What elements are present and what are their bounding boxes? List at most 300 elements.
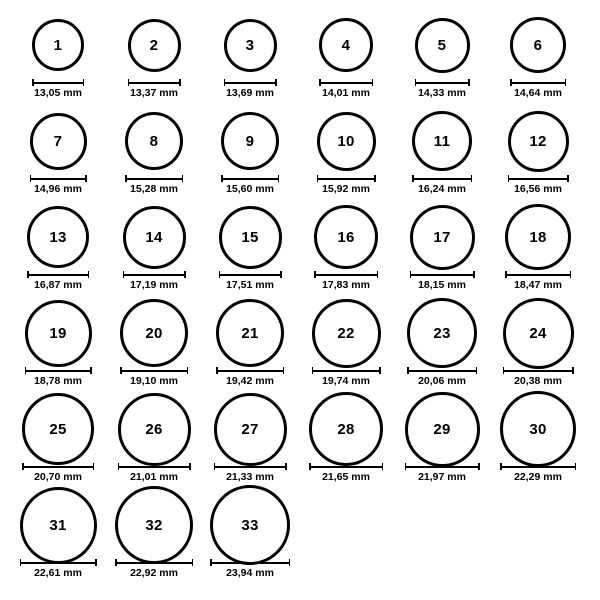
ring-circle-wrap <box>20 494 97 556</box>
ring-size-number: 33 <box>241 516 259 534</box>
measure-wrap <box>120 367 188 388</box>
ring-size-number: 18 <box>529 228 547 246</box>
measure-bar-line <box>505 274 571 276</box>
ring-size-number: 24 <box>529 324 547 342</box>
measure-tick-right <box>280 271 282 278</box>
measure-tick-left <box>128 79 130 86</box>
measure-tick-right <box>83 79 85 86</box>
ring-circle-wrap <box>500 398 576 460</box>
measure-wrap <box>27 271 89 292</box>
ring-circle-icon <box>508 111 569 172</box>
measure-tick-right <box>476 367 478 374</box>
diameter-measure-bar-icon <box>407 367 477 374</box>
measure-wrap <box>317 175 376 196</box>
measure-wrap <box>22 463 94 484</box>
diameter-measure-bar-icon <box>22 463 94 470</box>
measure-tick-right <box>184 271 186 278</box>
measure-tick-right <box>478 463 480 470</box>
ring-circle-wrap <box>210 494 290 556</box>
measure-wrap <box>25 367 92 388</box>
diameter-measure-bar-icon <box>500 463 576 470</box>
measure-bar-line <box>30 178 87 180</box>
measure-tick-right <box>468 79 470 86</box>
measure-tick-left <box>319 79 321 86</box>
ring-circle-icon <box>415 18 470 73</box>
ring-circle-wrap <box>221 110 279 172</box>
ring-size-cell[interactable] <box>490 398 586 494</box>
ring-diameter-label: 17,19 mm <box>130 279 178 291</box>
ring-diameter-label: 16,24 mm <box>418 183 466 195</box>
ring-circle-wrap <box>219 206 282 268</box>
ring-circle-icon <box>30 113 87 170</box>
ring-circle-icon <box>505 204 571 270</box>
measure-bar-line <box>210 562 290 564</box>
ring-diameter-label: 20,70 mm <box>34 471 82 483</box>
diameter-measure-bar-icon <box>412 175 472 182</box>
measure-bar-line <box>317 178 376 180</box>
ring-circle-icon <box>22 393 94 465</box>
ring-size-number: 4 <box>341 36 351 54</box>
measure-bar-line <box>219 274 282 276</box>
measure-tick-left <box>219 271 221 278</box>
ring-diameter-label: 17,51 mm <box>226 279 274 291</box>
diameter-measure-bar-icon <box>32 79 84 86</box>
ring-size-number: 32 <box>145 516 163 534</box>
measure-bar-line <box>405 466 480 468</box>
measure-bar-line <box>510 82 566 84</box>
diameter-measure-bar-icon <box>405 463 480 470</box>
ring-circle-icon <box>210 485 290 565</box>
ring-circle-icon <box>219 206 282 269</box>
measure-tick-right <box>289 559 291 566</box>
ring-circle-wrap <box>27 206 89 268</box>
measure-tick-right <box>374 175 376 182</box>
measure-tick-right <box>95 559 97 566</box>
ring-circle-wrap <box>312 302 381 364</box>
ring-diameter-label: 19,42 mm <box>226 375 274 387</box>
measure-tick-left <box>510 79 512 86</box>
ring-size-cell[interactable] <box>10 398 106 494</box>
measure-tick-left <box>309 463 311 470</box>
measure-tick-left <box>27 271 29 278</box>
measure-tick-right <box>283 367 285 374</box>
measure-tick-left <box>508 175 510 182</box>
ring-circle-wrap <box>224 14 277 76</box>
ring-circle-wrap <box>32 14 84 76</box>
measure-tick-left <box>115 559 117 566</box>
measure-wrap <box>216 367 284 388</box>
ring-size-number: 15 <box>241 228 259 246</box>
measure-tick-left <box>505 271 507 278</box>
measure-tick-left <box>214 463 216 470</box>
ring-size-number: 20 <box>145 324 163 342</box>
ring-size-number: 30 <box>529 420 547 438</box>
ring-diameter-label: 21,01 mm <box>130 471 178 483</box>
ring-size-cell[interactable] <box>202 494 298 590</box>
measure-tick-left <box>412 175 414 182</box>
ring-diameter-label: 18,47 mm <box>514 279 562 291</box>
ring-circle-icon <box>407 298 477 368</box>
measure-tick-right <box>377 271 379 278</box>
ring-size-cell[interactable] <box>394 110 490 206</box>
diameter-measure-bar-icon <box>224 79 277 86</box>
measure-tick-left <box>503 367 505 374</box>
ring-size-cell[interactable] <box>490 302 586 398</box>
ring-circle-wrap <box>22 398 94 460</box>
measure-wrap <box>309 463 383 484</box>
ring-circle-wrap <box>120 302 188 364</box>
ring-size-number: 22 <box>337 324 355 342</box>
diameter-measure-bar-icon <box>312 367 381 374</box>
ring-diameter-label: 22,92 mm <box>130 567 178 579</box>
measure-tick-left <box>22 463 24 470</box>
diameter-measure-bar-icon <box>25 367 92 374</box>
measure-tick-right <box>179 79 181 86</box>
ring-diameter-label: 23,94 mm <box>226 567 274 579</box>
measure-tick-left <box>20 559 22 566</box>
ring-size-cell[interactable] <box>394 398 490 494</box>
measure-tick-left <box>312 367 314 374</box>
ring-circle-icon <box>319 18 373 72</box>
ring-size-cell[interactable] <box>106 206 202 302</box>
ring-size-cell[interactable] <box>298 302 394 398</box>
ring-circle-wrap <box>128 14 181 76</box>
measure-tick-left <box>314 271 316 278</box>
measure-bar-line <box>214 466 287 468</box>
ring-size-cell[interactable] <box>106 14 202 110</box>
ring-size-cell[interactable] <box>106 494 202 590</box>
diameter-measure-bar-icon <box>219 271 282 278</box>
measure-bar-line <box>314 274 378 276</box>
ring-size-cell[interactable] <box>106 302 202 398</box>
ring-size-number: 29 <box>433 420 451 438</box>
measure-tick-left <box>224 79 226 86</box>
ring-size-cell[interactable] <box>490 110 586 206</box>
ring-circle-icon <box>32 19 84 71</box>
ring-diameter-label: 15,92 mm <box>322 183 370 195</box>
measure-tick-left <box>415 79 417 86</box>
ring-size-cell[interactable] <box>202 302 298 398</box>
ring-size-cell[interactable] <box>298 398 394 494</box>
measure-bar-line <box>319 82 373 84</box>
diameter-measure-bar-icon <box>214 463 287 470</box>
ring-circle-wrap <box>503 302 574 364</box>
ring-circle-wrap <box>508 110 569 172</box>
diameter-measure-bar-icon <box>216 367 284 374</box>
measure-wrap <box>510 79 566 100</box>
measure-tick-right <box>187 367 189 374</box>
diameter-measure-bar-icon <box>319 79 373 86</box>
ring-size-cell[interactable] <box>298 206 394 302</box>
ring-diameter-label: 13,05 mm <box>34 87 82 99</box>
measure-tick-right <box>471 175 473 182</box>
measure-bar-line <box>20 562 97 564</box>
measure-tick-right <box>90 367 92 374</box>
measure-wrap <box>415 79 470 100</box>
diameter-measure-bar-icon <box>505 271 571 278</box>
diameter-measure-bar-icon <box>508 175 569 182</box>
ring-circle-wrap <box>319 14 373 76</box>
ring-size-cell[interactable] <box>106 110 202 206</box>
ring-circle-wrap <box>314 206 378 268</box>
measure-tick-right <box>575 463 577 470</box>
ring-size-cell[interactable] <box>10 206 106 302</box>
measure-tick-left <box>221 175 223 182</box>
ring-size-cell[interactable] <box>10 302 106 398</box>
measure-tick-left <box>32 79 34 86</box>
ring-circle-wrap <box>412 110 472 172</box>
measure-tick-left <box>317 175 319 182</box>
ring-diameter-label: 17,83 mm <box>322 279 370 291</box>
diameter-measure-bar-icon <box>510 79 566 86</box>
ring-diameter-label: 20,06 mm <box>418 375 466 387</box>
ring-size-number: 10 <box>337 132 355 150</box>
measure-bar-line <box>118 466 191 468</box>
ring-size-number: 27 <box>241 420 259 438</box>
ring-diameter-label: 19,74 mm <box>322 375 370 387</box>
measure-wrap <box>314 271 378 292</box>
ring-size-cell[interactable] <box>10 494 106 590</box>
ring-size-number: 12 <box>529 132 547 150</box>
measure-bar-line <box>415 82 470 84</box>
measure-tick-right <box>278 175 280 182</box>
measure-wrap <box>210 559 290 580</box>
measure-wrap <box>20 559 97 580</box>
measure-tick-right <box>473 271 475 278</box>
diameter-measure-bar-icon <box>20 559 97 566</box>
ring-diameter-label: 18,15 mm <box>418 279 466 291</box>
ring-circle-wrap <box>415 14 470 76</box>
ring-circle-icon <box>214 393 287 466</box>
ring-size-cell[interactable] <box>490 206 586 302</box>
ring-circle-icon <box>20 487 97 564</box>
ring-circle-wrap <box>125 110 183 172</box>
ring-circle-icon <box>410 205 475 270</box>
measure-tick-right <box>88 271 90 278</box>
measure-tick-right <box>382 463 384 470</box>
measure-wrap <box>224 79 277 100</box>
ring-diameter-label: 15,60 mm <box>226 183 274 195</box>
measure-wrap <box>118 463 191 484</box>
measure-tick-left <box>118 463 120 470</box>
ring-diameter-label: 14,64 mm <box>514 87 562 99</box>
measure-bar-line <box>503 370 574 372</box>
diameter-measure-bar-icon <box>30 175 87 182</box>
ring-circle-wrap <box>309 398 383 460</box>
ring-size-number: 16 <box>337 228 355 246</box>
measure-tick-left <box>210 559 212 566</box>
ring-diameter-label: 15,28 mm <box>130 183 178 195</box>
ring-size-cell[interactable] <box>298 14 394 110</box>
ring-circle-wrap <box>407 302 477 364</box>
ring-circle-wrap <box>25 302 92 364</box>
diameter-measure-bar-icon <box>221 175 279 182</box>
measure-wrap <box>312 367 381 388</box>
ring-circle-wrap <box>30 110 87 172</box>
ring-circle-icon <box>500 391 576 467</box>
measure-tick-left <box>25 367 27 374</box>
ring-diameter-label: 20,38 mm <box>514 375 562 387</box>
chart-row <box>10 398 590 494</box>
measure-wrap <box>30 175 87 196</box>
measure-tick-left <box>120 367 122 374</box>
diameter-measure-bar-icon <box>503 367 574 374</box>
ring-size-cell[interactable] <box>298 110 394 206</box>
measure-wrap <box>407 367 477 388</box>
ring-diameter-label: 21,33 mm <box>226 471 274 483</box>
measure-bar-line <box>224 82 277 84</box>
ring-size-cell[interactable] <box>202 206 298 302</box>
measure-wrap <box>214 463 287 484</box>
chart-row <box>10 14 590 110</box>
diameter-measure-bar-icon <box>415 79 470 86</box>
ring-size-number: 25 <box>49 420 67 438</box>
diameter-measure-bar-icon <box>410 271 475 278</box>
ring-diameter-label: 19,10 mm <box>130 375 178 387</box>
ring-size-cell[interactable] <box>202 398 298 494</box>
ring-size-number: 23 <box>433 324 451 342</box>
ring-circle-icon <box>125 112 183 170</box>
ring-diameter-label: 16,87 mm <box>34 279 82 291</box>
measure-bar-line <box>115 562 193 564</box>
diameter-measure-bar-icon <box>120 367 188 374</box>
measure-tick-left <box>407 367 409 374</box>
measure-tick-left <box>405 463 407 470</box>
ring-size-number: 2 <box>149 36 159 54</box>
ring-size-number: 11 <box>433 132 451 150</box>
ring-circle-wrap <box>123 206 186 268</box>
measure-wrap <box>115 559 193 580</box>
measure-wrap <box>405 463 480 484</box>
measure-wrap <box>503 367 574 388</box>
ring-circle-icon <box>503 298 574 369</box>
measure-wrap <box>32 79 84 100</box>
ring-circle-icon <box>314 205 378 269</box>
ring-diameter-label: 21,97 mm <box>418 471 466 483</box>
measure-bar-line <box>508 178 569 180</box>
ring-diameter-label: 14,33 mm <box>418 87 466 99</box>
measure-wrap <box>508 175 569 196</box>
ring-size-cell[interactable] <box>10 14 106 110</box>
ring-circle-wrap <box>115 494 193 556</box>
measure-bar-line <box>25 370 92 372</box>
ring-size-cell[interactable] <box>202 14 298 110</box>
ring-size-number: 9 <box>245 132 255 150</box>
ring-size-number: 28 <box>337 420 355 438</box>
measure-tick-left <box>500 463 502 470</box>
measure-bar-line <box>221 178 279 180</box>
ring-diameter-label: 22,29 mm <box>514 471 562 483</box>
ring-size-cell[interactable] <box>394 14 490 110</box>
ring-size-number: 14 <box>145 228 163 246</box>
ring-size-number: 7 <box>53 132 63 150</box>
measure-wrap <box>412 175 472 196</box>
measure-bar-line <box>410 274 475 276</box>
ring-circle-wrap <box>216 302 284 364</box>
measure-tick-right <box>192 559 194 566</box>
measure-tick-right <box>182 175 184 182</box>
measure-bar-line <box>22 466 94 468</box>
ring-circle-wrap <box>317 110 376 172</box>
ring-circle-icon <box>115 486 193 564</box>
measure-tick-left <box>410 271 412 278</box>
ring-size-number: 8 <box>149 132 159 150</box>
ring-circle-icon <box>309 392 383 466</box>
ring-size-cell[interactable] <box>202 110 298 206</box>
ring-circle-icon <box>221 112 279 170</box>
measure-tick-right <box>372 79 374 86</box>
ring-circle-wrap <box>505 206 571 268</box>
measure-wrap <box>123 271 186 292</box>
chart-row <box>10 302 590 398</box>
ring-circle-icon <box>510 17 566 73</box>
ring-size-cell[interactable] <box>394 302 490 398</box>
ring-size-cell[interactable] <box>10 110 106 206</box>
ring-size-number: 21 <box>241 324 259 342</box>
ring-circle-icon <box>312 299 381 368</box>
ring-diameter-label: 21,65 mm <box>322 471 370 483</box>
ring-diameter-label: 18,78 mm <box>34 375 82 387</box>
ring-size-cell[interactable] <box>106 398 202 494</box>
measure-bar-line <box>120 370 188 372</box>
ring-size-cell[interactable] <box>490 14 586 110</box>
ring-circle-icon <box>118 393 191 466</box>
measure-tick-right <box>189 463 191 470</box>
diameter-measure-bar-icon <box>123 271 186 278</box>
measure-bar-line <box>125 178 183 180</box>
ring-circle-icon <box>216 299 284 367</box>
measure-tick-right <box>85 175 87 182</box>
measure-bar-line <box>27 274 89 276</box>
diameter-measure-bar-icon <box>128 79 181 86</box>
ring-size-number: 13 <box>49 228 67 246</box>
diameter-measure-bar-icon <box>115 559 193 566</box>
diameter-measure-bar-icon <box>314 271 378 278</box>
ring-size-number: 19 <box>49 324 67 342</box>
ring-diameter-label: 13,37 mm <box>130 87 178 99</box>
diameter-measure-bar-icon <box>210 559 290 566</box>
measure-tick-right <box>379 367 381 374</box>
measure-wrap <box>221 175 279 196</box>
measure-bar-line <box>312 370 381 372</box>
ring-circle-wrap <box>510 14 566 76</box>
measure-tick-right <box>285 463 287 470</box>
ring-size-number: 1 <box>53 36 63 54</box>
measure-tick-right <box>565 79 567 86</box>
measure-tick-right <box>275 79 277 86</box>
diameter-measure-bar-icon <box>27 271 89 278</box>
ring-circle-icon <box>317 112 376 171</box>
measure-wrap <box>128 79 181 100</box>
measure-wrap <box>125 175 183 196</box>
measure-tick-right <box>567 175 569 182</box>
diameter-measure-bar-icon <box>309 463 383 470</box>
ring-circle-icon <box>120 299 188 367</box>
measure-wrap <box>505 271 571 292</box>
measure-bar-line <box>32 82 84 84</box>
ring-size-cell[interactable] <box>394 206 490 302</box>
ring-size-number: 31 <box>49 516 67 534</box>
ring-circle-icon <box>128 19 181 72</box>
ring-circle-icon <box>405 392 480 467</box>
measure-bar-line <box>309 466 383 468</box>
measure-bar-line <box>123 274 186 276</box>
measure-tick-right <box>93 463 95 470</box>
measure-wrap <box>500 463 576 484</box>
ring-circle-wrap <box>405 398 480 460</box>
measure-bar-line <box>412 178 472 180</box>
ring-circle-wrap <box>118 398 191 460</box>
